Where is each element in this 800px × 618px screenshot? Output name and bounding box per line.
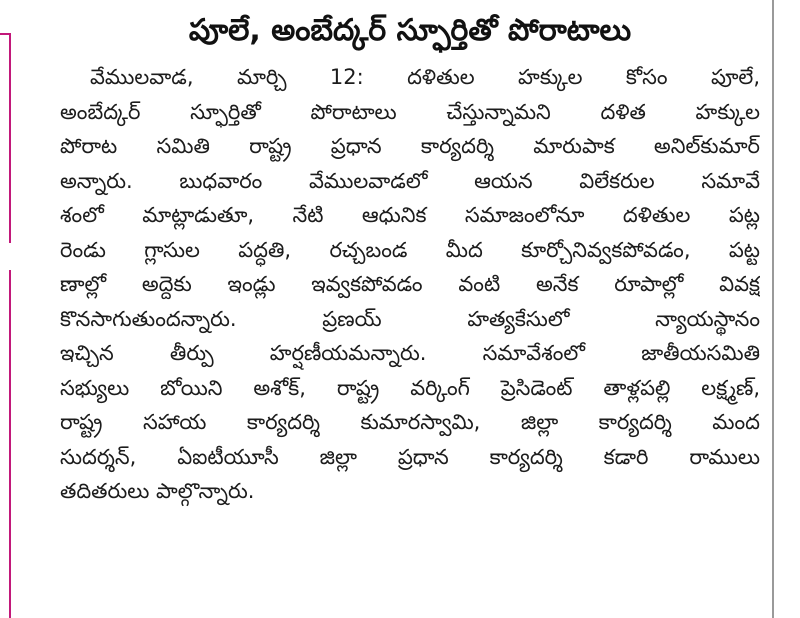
article-line: అన్నారు. బుధవారం వేములవాడలో ఆయన విలేకరుల సమావే — [60, 168, 760, 193]
article-line: రాష్ట్ర సహాయ కార్యదర్శి కుమారస్వామి, జిల్లా కార్యదర్శి మంద — [60, 410, 760, 434]
adjacent-article-border — [9, 270, 11, 618]
column-divider — [772, 0, 774, 618]
article-body — [60, 60, 760, 509]
news-article — [60, 6, 760, 612]
article-line: రెండు గ్లాసుల పద్ధతి, రచ్చబండ మీద కూర్చోనివ్వకపోవడం, పట్ట — [60, 237, 760, 262]
article-line: సుదర్శన్, ఏఐటీయూసీ జిల్లా ప్రధాన కార్యదర్శి కడారి రాములు — [60, 444, 760, 469]
article-line: తదితరులు పాల్గొన్నారు. — [60, 479, 255, 503]
article-line: ణాల్లో అద్దెకు ఇండ్లు ఇవ్వకపోవడం వంటి అనేక రూపాల్లో వివక్ష — [60, 272, 760, 296]
article-headline: పూలే, అంబేద్కర్ స్ఫూర్తితో పోరాటాలు — [188, 13, 632, 48]
article-line: అంబేద్కర్ స్ఫూర్తితో పోరాటాలు చేస్తున్నామని దళిత హక్కుల — [60, 99, 760, 124]
adjacent-article-border — [9, 33, 11, 243]
article-line: కొనసాగుతుందన్నారు. ప్రణయ్ హత్యకేసులో న్యాయస్థానం — [60, 306, 760, 331]
article-line: పోరాట సమితి రాష్ట్ర ప్రధాన కార్యదర్శి మారుపాక అనిల్‌కుమార్ — [60, 134, 760, 158]
article-line: ఇచ్చిన తీర్పు హర్షణీయమన్నారు. సమావేశంలో జాతీయసమితి — [60, 341, 760, 365]
article-line: శంలో మాట్లాడుతూ, నేటి ఆధునిక సమాజంలోనూ దళితుల పట్ల — [60, 203, 760, 227]
article-line: వేములవాడ, మార్చి 12: దళితుల హక్కుల కోసం పూలే, — [90, 65, 760, 89]
article-line: సభ్యులు బోయిని అశోక్, రాష్ట్ర వర్కింగ్ ప్రెసిడెంట్ తాళ్లపల్లి లక్ష్మణ్, — [60, 375, 760, 400]
